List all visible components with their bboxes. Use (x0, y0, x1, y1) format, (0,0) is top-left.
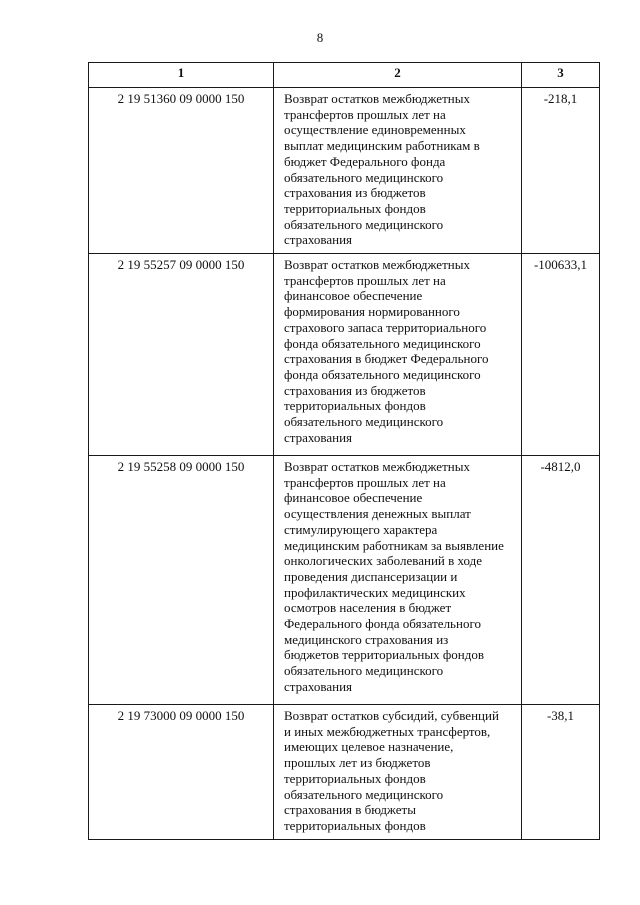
description-line: медицинского страхования из (284, 631, 449, 647)
table-row (89, 254, 600, 456)
description-line: обязательного медицинского (284, 786, 444, 802)
description-line: фонда обязательного медицинского (284, 335, 481, 351)
description-line: территориальных фондов (284, 817, 426, 833)
description-line: страхования из бюджетов (284, 382, 426, 398)
description-cell (274, 456, 522, 705)
description-line: фонда обязательного медицинского (284, 366, 481, 382)
description-line: финансовое обеспечение (284, 288, 423, 304)
page-number: 8 (316, 30, 324, 45)
budget-code-cell: 2 19 51360 09 0000 150 (89, 88, 274, 254)
budget-code-cell: 2 19 55258 09 0000 150 (89, 456, 274, 705)
description-line: стимулирующего характера (284, 521, 438, 537)
description-line: Возврат остатков межбюджетных (284, 91, 470, 106)
table-header-row (89, 63, 600, 88)
description-line: страхования в бюджеты (284, 802, 416, 818)
description-line: территориальных фондов (284, 200, 426, 216)
description-line: бюджет Федерального фонда (284, 153, 446, 169)
description-line: страхования в бюджет Федерального (284, 351, 489, 367)
table-row (89, 456, 600, 705)
description-line: осуществление единовременных (284, 122, 466, 138)
description-line: трансфертов прошлых лет на (284, 272, 446, 288)
column-header-2: 2 (274, 63, 522, 88)
description-line: обязательного медицинского (284, 216, 444, 232)
description-line: страхования (284, 678, 353, 694)
description-line: страхования из бюджетов (284, 185, 426, 201)
budget-code-cell: 2 19 55257 09 0000 150 (89, 254, 274, 456)
description-line: Федерального фонда обязательного (284, 616, 481, 632)
description-line: страхования (284, 429, 353, 445)
description-line: Возврат остатков субсидий, субвенций (284, 708, 499, 723)
description-line: трансфертов прошлых лет на (284, 474, 446, 490)
description-line: формирования нормированного (284, 304, 460, 320)
description-line: страхового запаса территориального (284, 319, 487, 335)
amount-cell: -100633,1 (522, 254, 600, 456)
amount-cell: -4812,0 (522, 456, 600, 705)
description-line: страхования (284, 232, 353, 248)
budget-code-cell: 2 19 73000 09 0000 150 (89, 705, 274, 840)
description-line: обязательного медицинского (284, 169, 444, 185)
description-line: прошлых лет из бюджетов (284, 755, 431, 771)
description-line: имеющих целевое назначение, (284, 739, 454, 755)
description-line: территориальных фондов (284, 770, 426, 786)
description-cell (274, 88, 522, 254)
description-line: онкологических заболеваний в ходе (284, 553, 483, 569)
description-line: выплат медицинским работникам в (284, 138, 480, 154)
column-header-1: 1 (89, 63, 274, 88)
amount-cell: -38,1 (522, 705, 600, 840)
description-line: осмотров населения в бюджет (284, 600, 452, 616)
description-line: финансовое обеспечение (284, 490, 423, 506)
description-line: трансфертов прошлых лет на (284, 106, 446, 122)
description-line: территориальных фондов (284, 398, 426, 414)
table-row (89, 88, 600, 254)
budget-table (88, 62, 600, 840)
description-line: осуществления денежных выплат (284, 506, 471, 522)
description-line: бюджетов территориальных фондов (284, 647, 485, 663)
table-row (89, 705, 600, 840)
description-line: медицинским работникам за выявление (284, 537, 504, 553)
description-line: и иных межбюджетных трансфертов, (284, 723, 491, 739)
description-line: обязательного медицинского (284, 414, 444, 430)
description-line: проведения диспансеризации и (284, 568, 458, 584)
column-header-3: 3 (522, 63, 600, 88)
description-line: Возврат остатков межбюджетных (284, 257, 470, 272)
description-line: Возврат остатков межбюджетных (284, 459, 470, 474)
description-line: обязательного медицинского (284, 663, 444, 679)
description-cell (274, 254, 522, 456)
description-line: профилактических медицинских (284, 584, 466, 600)
amount-cell: -218,1 (522, 88, 600, 254)
description-cell (274, 705, 522, 840)
